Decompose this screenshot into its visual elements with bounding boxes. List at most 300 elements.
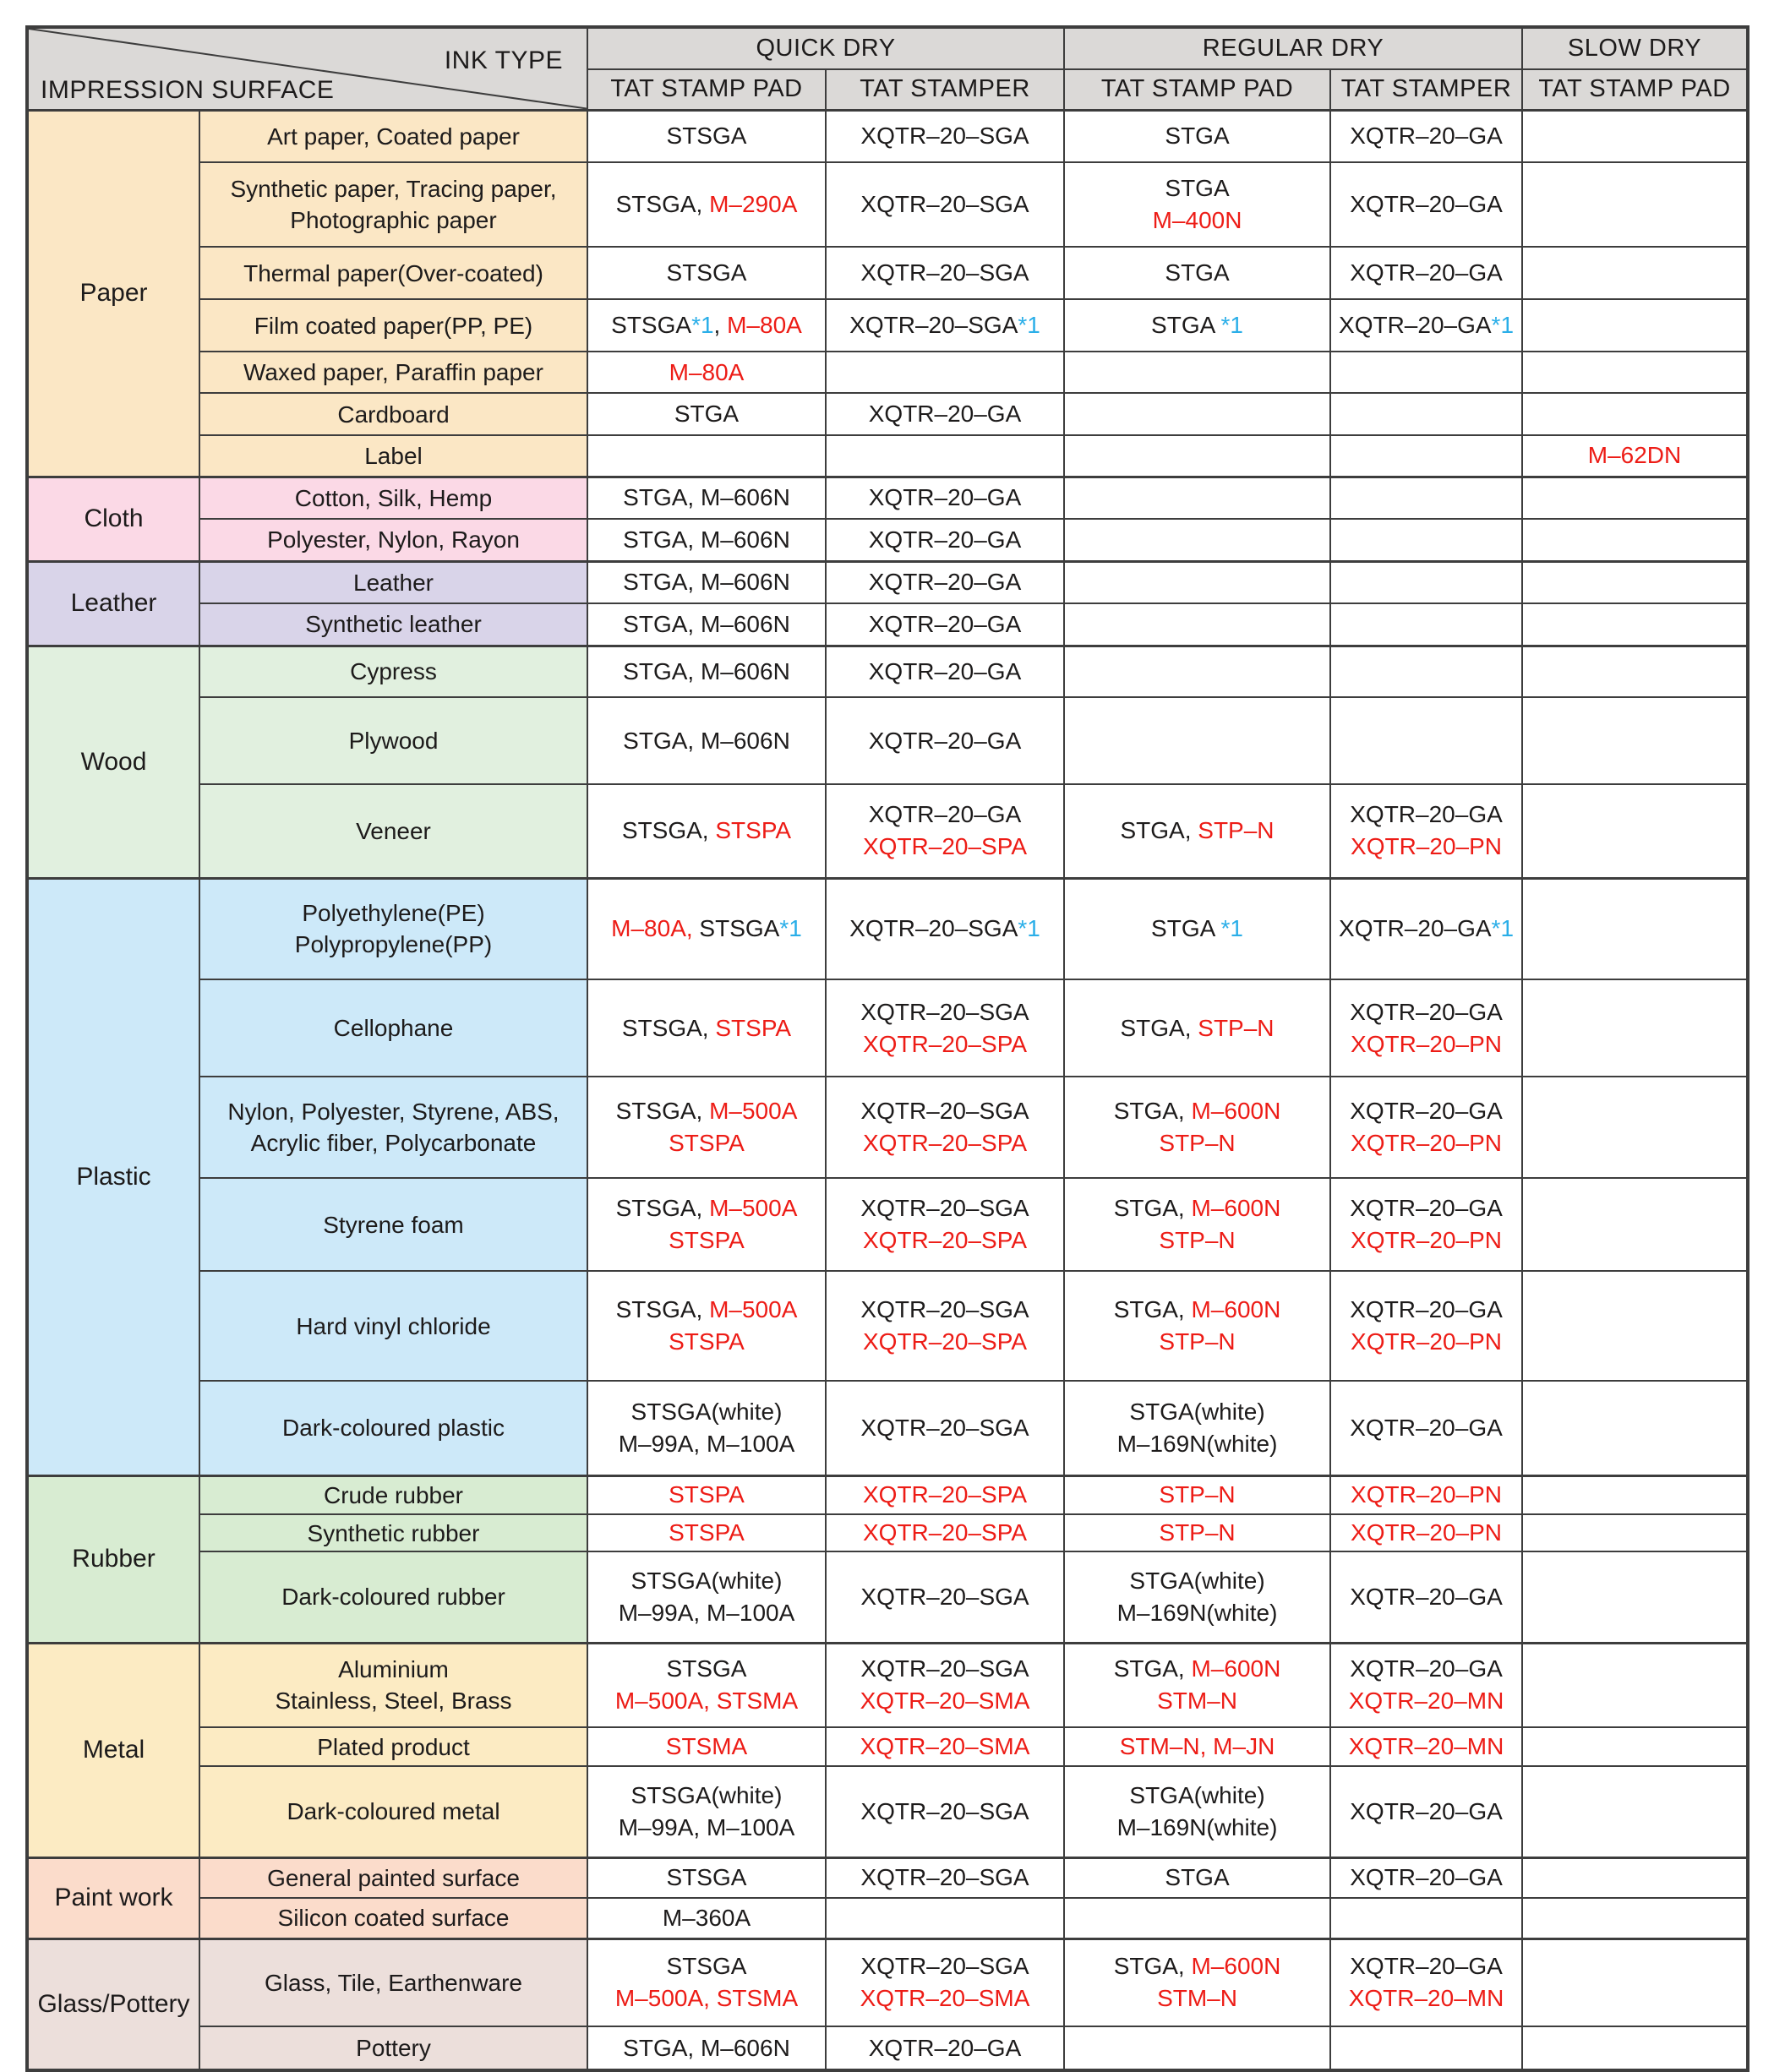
- cell-quick-dry-stamp-pad: [587, 247, 826, 299]
- model-code: M–169N(white): [1116, 1599, 1278, 1626]
- model-code: STSGA: [666, 1953, 747, 1980]
- cell-quick-dry-stamp-pad: [587, 1514, 826, 1551]
- surface-label: Veneer: [356, 817, 431, 844]
- model-code: XQTR–20–SPA: [862, 1130, 1028, 1156]
- surface-label: Cardboard: [337, 401, 450, 428]
- cell-line: [1331, 309, 1521, 341]
- cell-quick-dry-stamp-pad: [587, 519, 826, 561]
- table-row: [27, 1077, 1748, 1178]
- cell-line: [588, 120, 825, 152]
- cell-regular-dry-stamp-pad: [1064, 561, 1330, 603]
- surface-label: Plated product: [317, 1733, 470, 1760]
- surface-label: Polypropylene(PP): [294, 931, 493, 958]
- cell-line: [1065, 1862, 1329, 1894]
- cell-line: [588, 1597, 825, 1629]
- cell-line: [827, 1950, 1063, 1982]
- model-code: XQTR–20–GA: [868, 2034, 1022, 2061]
- cell-line: [588, 188, 825, 221]
- cell-slow-dry-stamp-pad: [1522, 519, 1748, 561]
- model-code: STSGA(white): [630, 1781, 783, 1808]
- table-row: [27, 1766, 1748, 1857]
- cell-line: [1065, 1565, 1329, 1597]
- cell-quick-dry-stamp-pad: [587, 784, 826, 878]
- model-code: STSGA,: [621, 1014, 716, 1041]
- model-code: *1: [691, 312, 714, 338]
- cell-quick-dry-stamp-pad: [587, 1857, 826, 1898]
- cell-line: [827, 1731, 1063, 1763]
- cell-line: [588, 1428, 825, 1460]
- cell-regular-dry-stamper: [1330, 110, 1522, 162]
- cell-regular-dry-stamp-pad: [1064, 247, 1330, 299]
- model-code: M–500A: [709, 1296, 798, 1322]
- cell-slow-dry-stamp-pad: [1522, 247, 1748, 299]
- model-code: STSGA,: [615, 1098, 710, 1124]
- table-row: [27, 110, 1748, 162]
- cell-regular-dry-stamper: [1330, 2026, 1522, 2070]
- cell-quick-dry-stamper: [826, 1857, 1064, 1898]
- model-code: XQTR–20–PN: [1351, 1328, 1502, 1355]
- cell-slow-dry-stamp-pad: [1522, 1643, 1748, 1727]
- surface-cell: [199, 1475, 587, 1514]
- cell-regular-dry-stamp-pad: [1064, 519, 1330, 561]
- model-code: M–80A: [669, 358, 745, 385]
- cell-regular-dry-stamper: [1330, 1766, 1522, 1857]
- surface-cell: [199, 519, 587, 561]
- cell-quick-dry-stamper: [826, 352, 1064, 393]
- model-code: XQTR–20–MN: [1348, 1985, 1504, 2012]
- cell-regular-dry-stamper: [1330, 352, 1522, 393]
- cell-line: [1065, 172, 1329, 204]
- cell-regular-dry-stamper: [1330, 646, 1522, 697]
- cell-regular-dry-stamper: [1330, 393, 1522, 435]
- model-code: STSGA: [666, 1864, 747, 1891]
- cell-line: [827, 1028, 1063, 1061]
- table-header: [27, 27, 1748, 110]
- cell-line: [588, 309, 825, 341]
- model-code: STM–N: [1157, 1985, 1237, 2012]
- cell-line: [1331, 1731, 1521, 1763]
- table-row: [27, 561, 1748, 603]
- table-row: [27, 1857, 1748, 1898]
- cell-quick-dry-stamper: [826, 1475, 1064, 1514]
- model-code: M–600N: [1191, 1098, 1281, 1124]
- cell-line: [588, 482, 825, 514]
- cell-line: [1065, 120, 1329, 152]
- cell-line: [1331, 996, 1521, 1028]
- cell-slow-dry-stamp-pad: [1522, 1178, 1748, 1271]
- impression-surface-label: IMPRESSION SURFACE: [41, 76, 335, 104]
- model-code: STSPA: [669, 1227, 745, 1253]
- model-code: *1: [1220, 915, 1243, 942]
- surface-cell: [199, 697, 587, 784]
- cell-regular-dry-stamper: [1330, 1475, 1522, 1514]
- cell-line: [1065, 1982, 1329, 2015]
- cell-line: [588, 1224, 825, 1257]
- surface-cell: [199, 878, 587, 979]
- cell-line: [588, 257, 825, 289]
- cell-line: [1065, 1517, 1329, 1549]
- cell-slow-dry-stamp-pad: [1522, 1898, 1748, 1938]
- cell-quick-dry-stamp-pad: [587, 561, 826, 603]
- cell-regular-dry-stamp-pad: [1064, 393, 1330, 435]
- model-code: *1: [1018, 312, 1040, 338]
- cell-regular-dry-stamp-pad: [1064, 1271, 1330, 1381]
- cell-regular-dry-stamp-pad: [1064, 1938, 1330, 2026]
- cell-quick-dry-stamp-pad: [587, 697, 826, 784]
- table-row: [27, 1475, 1748, 1514]
- cell-regular-dry-stamper: [1330, 603, 1522, 646]
- surface-label: Dark-coloured metal: [287, 1798, 500, 1825]
- cell-regular-dry-stamp-pad: [1064, 1857, 1330, 1898]
- cell-line: [1331, 1127, 1521, 1159]
- model-code: STP–N: [1198, 1014, 1275, 1041]
- cell-quick-dry-stamper: [826, 247, 1064, 299]
- model-code: *1: [779, 915, 802, 942]
- cell-regular-dry-stamp-pad: [1064, 352, 1330, 393]
- cell-slow-dry-stamp-pad: [1522, 435, 1748, 477]
- cell-line: [588, 1095, 825, 1127]
- cell-line: [1331, 831, 1521, 863]
- cell-line: [827, 309, 1063, 341]
- model-code: XQTR–20–SPA: [862, 833, 1028, 860]
- surface-label: Polyester, Nylon, Rayon: [267, 526, 520, 553]
- model-code: XQTR–20–GA: [868, 610, 1022, 637]
- table-row: [27, 299, 1748, 352]
- cell-quick-dry-stamp-pad: [587, 1938, 826, 2026]
- cell-quick-dry-stamper: [826, 1766, 1064, 1857]
- table-row: [27, 1178, 1748, 1271]
- model-code: STGA(white): [1129, 1398, 1265, 1425]
- cell-line: [827, 1653, 1063, 1685]
- cell-line: [588, 913, 825, 945]
- cell-quick-dry-stamp-pad: [587, 1475, 826, 1514]
- cell-line: [588, 1192, 825, 1224]
- table-row: [27, 2026, 1748, 2070]
- surface-label: Silicon coated surface: [277, 1905, 510, 1932]
- cell-line: [1065, 1428, 1329, 1460]
- model-code: XQTR–20–SPA: [862, 1227, 1028, 1253]
- corner-header-cell: [27, 27, 587, 110]
- cell-line: [1331, 188, 1521, 221]
- cell-quick-dry-stamper: [826, 979, 1064, 1077]
- cell-regular-dry-stamper: [1330, 299, 1522, 352]
- cell-line: [1065, 257, 1329, 289]
- table-row: [27, 646, 1748, 697]
- model-code: STSGA: [666, 123, 747, 150]
- cell-quick-dry-stamper: [826, 603, 1064, 646]
- cell-line: [1331, 913, 1521, 945]
- model-code: STGA: [1165, 1864, 1230, 1891]
- model-code: STGA(white): [1129, 1781, 1265, 1808]
- model-code: STSPA: [715, 817, 792, 844]
- surface-label: Photographic paper: [290, 207, 497, 233]
- cell-slow-dry-stamp-pad: [1522, 784, 1748, 878]
- table-row: [27, 1898, 1748, 1938]
- cell-line: [588, 1780, 825, 1812]
- cell-line: [588, 1396, 825, 1428]
- surface-cell: [199, 477, 587, 519]
- cell-slow-dry-stamp-pad: [1522, 1551, 1748, 1643]
- cell-line: [588, 1479, 825, 1511]
- cell-line: [588, 1902, 825, 1934]
- surface-label: Synthetic leather: [305, 611, 482, 638]
- cell-line: [1065, 309, 1329, 341]
- cell-quick-dry-stamper: [826, 1727, 1064, 1766]
- cell-line: [827, 608, 1063, 641]
- cell-regular-dry-stamp-pad: [1064, 878, 1330, 979]
- model-code: STSPA: [669, 1481, 745, 1508]
- surface-cell: [199, 393, 587, 435]
- cell-line: [588, 1326, 825, 1358]
- cell-quick-dry-stamper: [826, 299, 1064, 352]
- cell-regular-dry-stamper: [1330, 1551, 1522, 1643]
- model-code: XQTR–20–PN: [1351, 1481, 1502, 1508]
- model-code: M–500A, STSMA: [614, 1688, 799, 1715]
- surface-label: Pottery: [356, 2035, 431, 2061]
- model-code: STGA: [1165, 175, 1230, 201]
- cell-line: [1331, 1796, 1521, 1828]
- cell-quick-dry-stamp-pad: [587, 1643, 826, 1727]
- cell-regular-dry-stamp-pad: [1064, 2026, 1330, 2070]
- surface-label: Film coated paper(PP, PE): [254, 312, 533, 339]
- cell-line: [1331, 1294, 1521, 1326]
- model-code: STGA, M–606N: [623, 727, 790, 754]
- cell-line: [588, 1653, 825, 1685]
- cell-regular-dry-stamp-pad: [1064, 1381, 1330, 1475]
- model-code: *1: [1220, 312, 1243, 338]
- header-regular-dry-stamp-pad: TAT STAMP PAD: [1064, 69, 1330, 110]
- cell-slow-dry-stamp-pad: [1522, 1077, 1748, 1178]
- cell-line: [827, 1326, 1063, 1358]
- surface-cell: [199, 561, 587, 603]
- cell-regular-dry-stamper: [1330, 1271, 1522, 1381]
- model-code: XQTR–20–MN: [1348, 1688, 1504, 1715]
- cell-slow-dry-stamp-pad: [1522, 352, 1748, 393]
- surface-label: General painted surface: [267, 1864, 520, 1891]
- table-row: [27, 477, 1748, 519]
- model-code: XQTR–20–SGA: [849, 312, 1018, 338]
- cell-line: [1065, 1780, 1329, 1812]
- surface-label: Styrene foam: [323, 1211, 464, 1238]
- model-code: M–290A: [709, 191, 798, 217]
- model-code: XQTR–20–GA: [1350, 1583, 1503, 1610]
- surface-label: Crude rubber: [324, 1481, 463, 1508]
- cell-line: [827, 2032, 1063, 2064]
- surface-cell: [199, 784, 587, 878]
- cell-quick-dry-stamper: [826, 110, 1064, 162]
- cell-line: [1331, 1862, 1521, 1894]
- cell-slow-dry-stamp-pad: [1522, 1938, 1748, 2026]
- cell-regular-dry-stamp-pad: [1064, 1643, 1330, 1727]
- cell-regular-dry-stamp-pad: [1064, 646, 1330, 697]
- model-code: STSGA,: [615, 1195, 710, 1221]
- cell-line: [588, 1127, 825, 1159]
- cell-line: [588, 1862, 825, 1894]
- table-row: [27, 1551, 1748, 1643]
- cell-slow-dry-stamp-pad: [1522, 162, 1748, 247]
- model-code: STSGA,: [621, 817, 716, 844]
- cell-regular-dry-stamp-pad: [1064, 1727, 1330, 1766]
- model-code: XQTR–20–SGA: [860, 998, 1029, 1025]
- model-code: STSGA,: [615, 1296, 710, 1322]
- cell-line: [1065, 1294, 1329, 1326]
- model-code: STSGA(white): [630, 1398, 783, 1425]
- cell-regular-dry-stamp-pad: [1064, 979, 1330, 1077]
- table-row: [27, 1643, 1748, 1727]
- cell-quick-dry-stamp-pad: [587, 646, 826, 697]
- cell-quick-dry-stamper: [826, 1381, 1064, 1475]
- model-code: XQTR–20–SGA: [860, 1953, 1029, 1980]
- cell-line: [1331, 1685, 1521, 1717]
- cell-line: [827, 913, 1063, 945]
- cell-slow-dry-stamp-pad: [1522, 393, 1748, 435]
- cell-line: [1065, 1192, 1329, 1224]
- model-code: M–600N: [1191, 1195, 1281, 1221]
- header-regular-dry-stamper: TAT STAMPER: [1330, 69, 1522, 110]
- cell-line: [827, 1192, 1063, 1224]
- cell-line: [1065, 1950, 1329, 1982]
- cell-quick-dry-stamp-pad: [587, 435, 826, 477]
- cell-line: [827, 257, 1063, 289]
- cell-quick-dry-stamper: [826, 1643, 1064, 1727]
- header-slow-dry: SLOW DRY: [1522, 27, 1748, 69]
- cell-line: [588, 1731, 825, 1763]
- cell-line: [1331, 1653, 1521, 1685]
- surface-label: Art paper, Coated paper: [267, 123, 520, 150]
- cell-line: [827, 1127, 1063, 1159]
- cell-regular-dry-stamper: [1330, 697, 1522, 784]
- cell-regular-dry-stamp-pad: [1064, 435, 1330, 477]
- cell-line: [1065, 1224, 1329, 1257]
- surface-label: Acrylic fiber, Polycarbonate: [250, 1130, 537, 1156]
- table-row: [27, 1381, 1748, 1475]
- cell-slow-dry-stamp-pad: [1522, 1475, 1748, 1514]
- cell-line: [827, 656, 1063, 688]
- surface-cell: [199, 603, 587, 646]
- surface-label: Thermal paper(Over-coated): [243, 259, 543, 286]
- cell-slow-dry-stamp-pad: [1522, 299, 1748, 352]
- cell-quick-dry-stamp-pad: [587, 878, 826, 979]
- surface-label: Synthetic rubber: [307, 1519, 480, 1546]
- cell-quick-dry-stamper: [826, 1271, 1064, 1381]
- model-code: STSGA: [666, 1655, 747, 1682]
- model-code: XQTR–20–SMA: [860, 1688, 1030, 1715]
- model-code: ,: [713, 312, 728, 338]
- cell-regular-dry-stamper: [1330, 1898, 1522, 1938]
- table-row: [27, 435, 1748, 477]
- cell-regular-dry-stamper: [1330, 1178, 1522, 1271]
- surface-cell: [199, 1766, 587, 1857]
- cell-line: [827, 566, 1063, 598]
- cell-quick-dry-stamper: [826, 477, 1064, 519]
- model-code: XQTR–20–GA: [1350, 998, 1503, 1025]
- model-code: STSPA: [715, 1014, 792, 1041]
- cell-line: [588, 1517, 825, 1549]
- header-quick-dry-stamp-pad: TAT STAMP PAD: [587, 69, 826, 110]
- cell-line: [827, 996, 1063, 1028]
- group-label-plastic: Plastic: [27, 878, 199, 1475]
- cell-quick-dry-stamp-pad: [587, 477, 826, 519]
- cell-line: [1065, 815, 1329, 847]
- cell-line: [1523, 439, 1746, 472]
- model-code: STGA, M–606N: [623, 484, 790, 511]
- cell-line: [588, 1012, 825, 1044]
- cell-line: [827, 1982, 1063, 2015]
- cell-quick-dry-stamp-pad: [587, 1381, 826, 1475]
- cell-slow-dry-stamp-pad: [1522, 1381, 1748, 1475]
- surface-cell: [199, 110, 587, 162]
- cell-regular-dry-stamper: [1330, 519, 1522, 561]
- model-code: STGA: [1165, 259, 1230, 286]
- cell-line: [827, 1412, 1063, 1444]
- cell-regular-dry-stamper: [1330, 561, 1522, 603]
- surface-label: Hard vinyl chloride: [296, 1312, 491, 1339]
- model-code: STSPA: [669, 1519, 745, 1546]
- header-group-row: [27, 27, 1748, 69]
- model-code: XQTR–20–GA: [1339, 915, 1492, 942]
- model-code: STGA,: [1113, 1296, 1192, 1322]
- model-code: XQTR–20–GA: [868, 401, 1022, 427]
- cell-quick-dry-stamper: [826, 1938, 1064, 2026]
- cell-line: [827, 1224, 1063, 1257]
- cell-line: [588, 815, 825, 847]
- cell-line: [827, 1479, 1063, 1511]
- surface-cell: [199, 299, 587, 352]
- cell-slow-dry-stamp-pad: [1522, 1727, 1748, 1766]
- cell-slow-dry-stamp-pad: [1522, 1857, 1748, 1898]
- cell-slow-dry-stamp-pad: [1522, 646, 1748, 697]
- surface-label: Synthetic paper, Tracing paper,: [230, 176, 557, 202]
- cell-regular-dry-stamper: [1330, 1514, 1522, 1551]
- model-code: XQTR–20–SPA: [862, 1030, 1028, 1057]
- cell-regular-dry-stamper: [1330, 784, 1522, 878]
- model-code: XQTR–20–GA: [1350, 1098, 1503, 1124]
- model-code: XQTR–20–SGA: [860, 1414, 1029, 1441]
- model-code: XQTR–20–GA: [868, 526, 1022, 553]
- surface-label: Cypress: [350, 658, 437, 685]
- cell-quick-dry-stamper: [826, 519, 1064, 561]
- cell-line: [1331, 1192, 1521, 1224]
- model-code: *1: [1018, 915, 1040, 942]
- cell-line: [827, 1095, 1063, 1127]
- cell-quick-dry-stamp-pad: [587, 162, 826, 247]
- surface-label: Cellophane: [333, 1015, 454, 1041]
- model-code: M–600N: [1191, 1296, 1281, 1322]
- table-row: [27, 1727, 1748, 1766]
- header-quick-dry-stamper: TAT STAMPER: [826, 69, 1064, 110]
- surface-label: Dark-coloured plastic: [282, 1415, 505, 1442]
- model-code: XQTR–20–SPA: [862, 1519, 1028, 1546]
- cell-line: [1331, 120, 1521, 152]
- cell-slow-dry-stamp-pad: [1522, 2026, 1748, 2070]
- model-code: XQTR–20–PN: [1351, 1130, 1502, 1156]
- group-label-paper: Paper: [27, 110, 199, 477]
- model-code: STSPA: [669, 1130, 745, 1156]
- table-row: [27, 519, 1748, 561]
- cell-quick-dry-stamper: [826, 878, 1064, 979]
- surface-cell: [199, 1271, 587, 1381]
- model-code: XQTR–20–SGA: [860, 1296, 1029, 1322]
- cell-slow-dry-stamp-pad: [1522, 1766, 1748, 1857]
- cell-regular-dry-stamper: [1330, 435, 1522, 477]
- cell-line: [1065, 1127, 1329, 1159]
- table-row: [27, 162, 1748, 247]
- cell-quick-dry-stamp-pad: [587, 352, 826, 393]
- model-code: M–80A: [727, 312, 802, 338]
- model-code: M–500A, STSMA: [614, 1985, 799, 2012]
- surface-label: Plywood: [348, 728, 439, 754]
- model-code: M–600N: [1191, 1953, 1281, 1980]
